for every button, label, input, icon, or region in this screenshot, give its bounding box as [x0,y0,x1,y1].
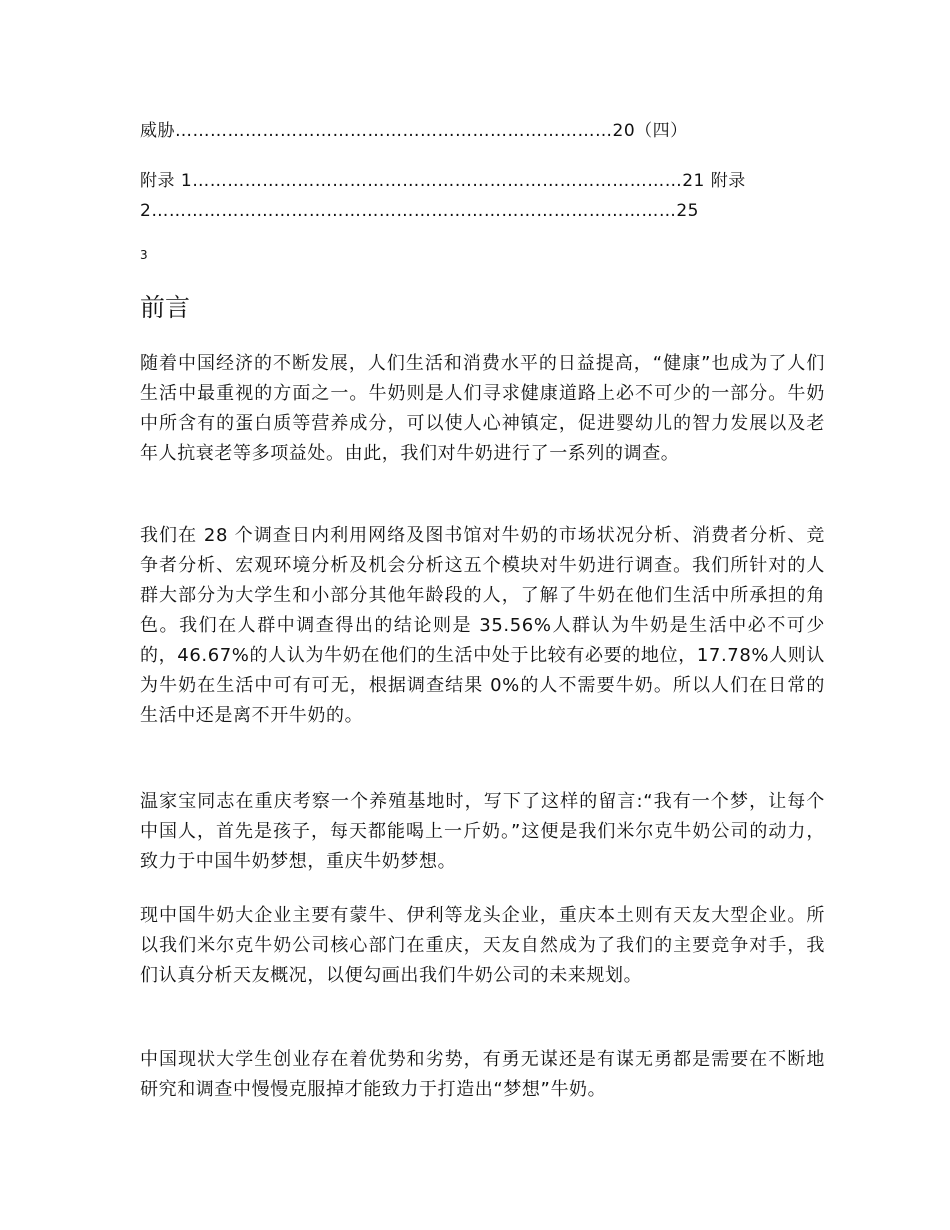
toc-entry-threat: 威胁…………………………………………………………………20（四） [140,121,688,141]
paragraph-conclusion: 中国现状大学生创业存在着优势和劣势，有勇无谋还是有谋无勇都是需要在不断地研究和调查中慢慢克服掉才能致力于打造出“梦想”牛奶。 [140,1049,825,1100]
paragraph-intro: 随着中国经济的不断发展，人们生活和消费水平的日益提高，“健康”也成为了人们生活中最重视的方面之一。牛奶则是人们寻求健康道路上必不可少的一部分。牛奶中所含有的蛋白质等营养成分，可以使人心神镇定，促进婴幼儿的智力发展以及老年人抗衰老等多项益处。由此，我们对牛奶进行了一系列的调查。 [140,353,825,464]
page-number: 3 [140,248,148,262]
paragraph-survey: 我们在 28 个调查日内利用网络及图书馆对牛奶的市场状况分析、消费者分析、竞争者分析、宏观环境分析及机会分析这五个模块对牛奶进行调查。我们所针对的人群大部分为大学生和小部分其他年龄段的人，了解了牛奶在他们生活中所承担的角色。我们在人群中调查得出的结论则是 35.56%人群认为牛奶是生活中必不可少的，46.67%的人认为牛奶在他们的生活中处于比较有必要的地位，17.78%人则认为牛奶在生活中可有可无，根据调查结果 0%的人不需要牛奶。所以人们在日常的生活中还是离不开牛奶的。 [140,525,825,726]
toc-entry-appendix-2: 2………………………………………………………………………………25 [140,201,699,221]
paragraph-quote: 温家宝同志在重庆考察一个养殖基地时，写下了这样的留言:“我有一个梦，让每个中国人，首先是孩子，每天都能喝上一斤奶。”这便是我们米尔克牛奶公司的动力，致力于中国牛奶梦想，重庆牛奶梦想。 [140,791,825,872]
paragraph-competitors: 现中国牛奶大企业主要有蒙牛、伊利等龙头企业，重庆本土则有天友大型企业。所以我们米尔克牛奶公司核心部门在重庆，天友自然成为了我们的主要竞争对手，我们认真分析天友概况，以便勾画出我们牛奶公司的未来规划。 [140,905,825,986]
section-title: 前言 [140,293,191,322]
toc-entry-appendix-1: 附录 1…………………………………………………………………………21 附录 [140,171,746,191]
